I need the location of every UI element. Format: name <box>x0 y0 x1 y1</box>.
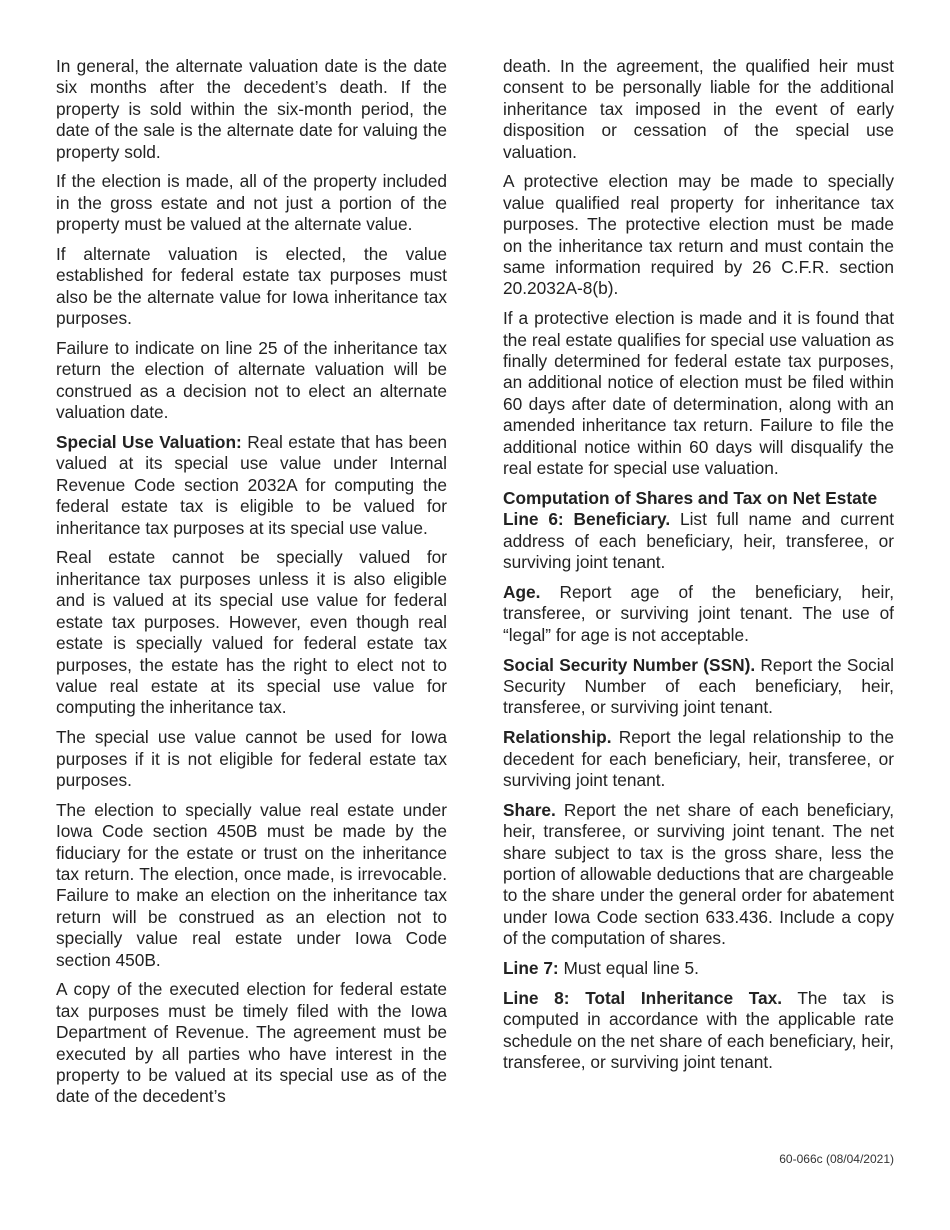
paragraph: The special use value cannot be used for Iowa purposes if it is not eligible for federal estate tax purposes. <box>56 727 447 790</box>
paragraph-text: Real estate that has been valued at its special use value under Internal Revenue Code section 2032A for computing the federal estate tax is eligible to be valued for inheritance tax purposes at its special use value. <box>56 432 447 538</box>
paragraph-text: Report the legal relationship to the decedent for each beneficiary, heir, transferee, or surviving joint tenant. <box>503 727 894 790</box>
bold-term: Social Security Number (SSN). <box>503 654 756 675</box>
paragraph: Real estate cannot be specially valued for inheritance tax purposes unless it is also eligible and is valued at its special use value for federal estate tax purposes. However, even though real estate is specially valued for federal estate tax purposes, the estate has the right to elect not to value real estate at its special use value for computing the inheritance tax. <box>56 547 447 718</box>
section-heading: Computation of Shares and Tax on Net Estate <box>503 487 878 508</box>
paragraph-special-use-valuation <box>56 432 447 539</box>
bold-term: Special Use Valuation: <box>56 432 242 453</box>
bold-term: Relationship. <box>503 727 612 748</box>
paragraph-text: Must equal line 5. <box>558 957 699 978</box>
paragraph: In general, the alternate valuation date is the date six months after the decedent’s death. If the property is sold within the six-month period, the date of the sale is the alternate date for valuing the property sold. <box>56 56 447 162</box>
bold-term: Share. <box>503 799 556 820</box>
paragraph: If the election is made, all of the property included in the gross estate and not just a portion of the property must be valued at the alternate value. <box>56 171 447 235</box>
paragraph-relationship <box>503 727 894 791</box>
paragraph-line7 <box>503 958 894 979</box>
paragraph-text: Report age of the beneficiary, heir, transferee, or surviving joint tenant. The use of “legal” for age is not acceptable. <box>503 581 894 645</box>
right-column <box>503 56 894 1082</box>
paragraph: If a protective election is made and it is found that the real estate qualifies for special use valuation as finally determined for federal estate tax purposes, an additional notice of election must be filed within 60 days after date of determination, along with an amended inheritance tax return. Failure to file the additional notice within 60 days will disqualify the real estate for special use valuation. <box>503 308 894 479</box>
bold-term: Line 6: Beneficiary. <box>503 509 671 530</box>
paragraph: The election to specially value real estate under Iowa Code section 450B must be made by the fiduciary for the estate or trust on the inheritance tax return. The election, once made, is irrevocable. Failure to make an election on the inheritance tax return will be construed as an election not to specially value real estate under Iowa Code section 450B. <box>56 799 447 970</box>
paragraph-text: List full name and current address of each beneficiary, heir, transferee, or surviving joint tenant. <box>503 509 895 573</box>
bold-term: Line 8: Total Inheritance Tax. <box>503 987 783 1008</box>
paragraph-age <box>503 582 894 646</box>
paragraph: If alternate valuation is elected, the value established for federal estate tax purposes must also be the alternate value for Iowa inheritance tax purposes. <box>56 244 447 329</box>
paragraph: A protective election may be made to specially value qualified real property for inheritance tax purposes. The protective election must be made on the inheritance tax return and must contain the same information required by 26 C.F.R. section 20.2032A-8(b). <box>503 171 894 299</box>
bold-term: Line 7: <box>503 957 559 978</box>
paragraph-line6 <box>503 509 894 573</box>
form-id-footer: 60-066c (08/04/2021) <box>779 1152 894 1166</box>
paragraph: death. In the agreement, the qualified heir must consent to be personally liable for the additional inheritance tax imposed in the event of early disposition or cessation of the special use valuation. <box>503 56 894 162</box>
bold-term: Age. <box>503 581 541 602</box>
paragraph-ssn <box>503 655 894 719</box>
paragraph: Failure to indicate on line 25 of the inheritance tax return the election of alternate valuation will be construed as a decision not to elect an alternate valuation date. <box>56 338 447 423</box>
left-column <box>56 56 447 1116</box>
paragraph: A copy of the executed election for federal estate tax purposes must be timely filed with the Iowa Department of Revenue. The agreement must be executed by all parties who have interest in the property to be valued at its special use as of the date of the decedent’s <box>56 979 447 1107</box>
paragraph-share <box>503 800 894 950</box>
paragraph-text: Report the Social Security Number of each beneficiary, heir, transferee, or surviving joint tenant. <box>503 654 894 718</box>
paragraph-line8 <box>503 988 894 1074</box>
paragraph-text: The tax is computed in accordance with the applicable rate schedule on the net share of each beneficiary, heir, transferee, or surviving joint tenant. <box>503 987 894 1072</box>
paragraph-text: Report the net share of each beneficiary, heir, transferee, or surviving joint tenant. The net share subject to tax is the gross share, less the portion of allowable deductions that are chargeable to the share under the general order for abatement under Iowa Code section 633.436. Include a copy of the computation of shares. <box>503 799 895 949</box>
